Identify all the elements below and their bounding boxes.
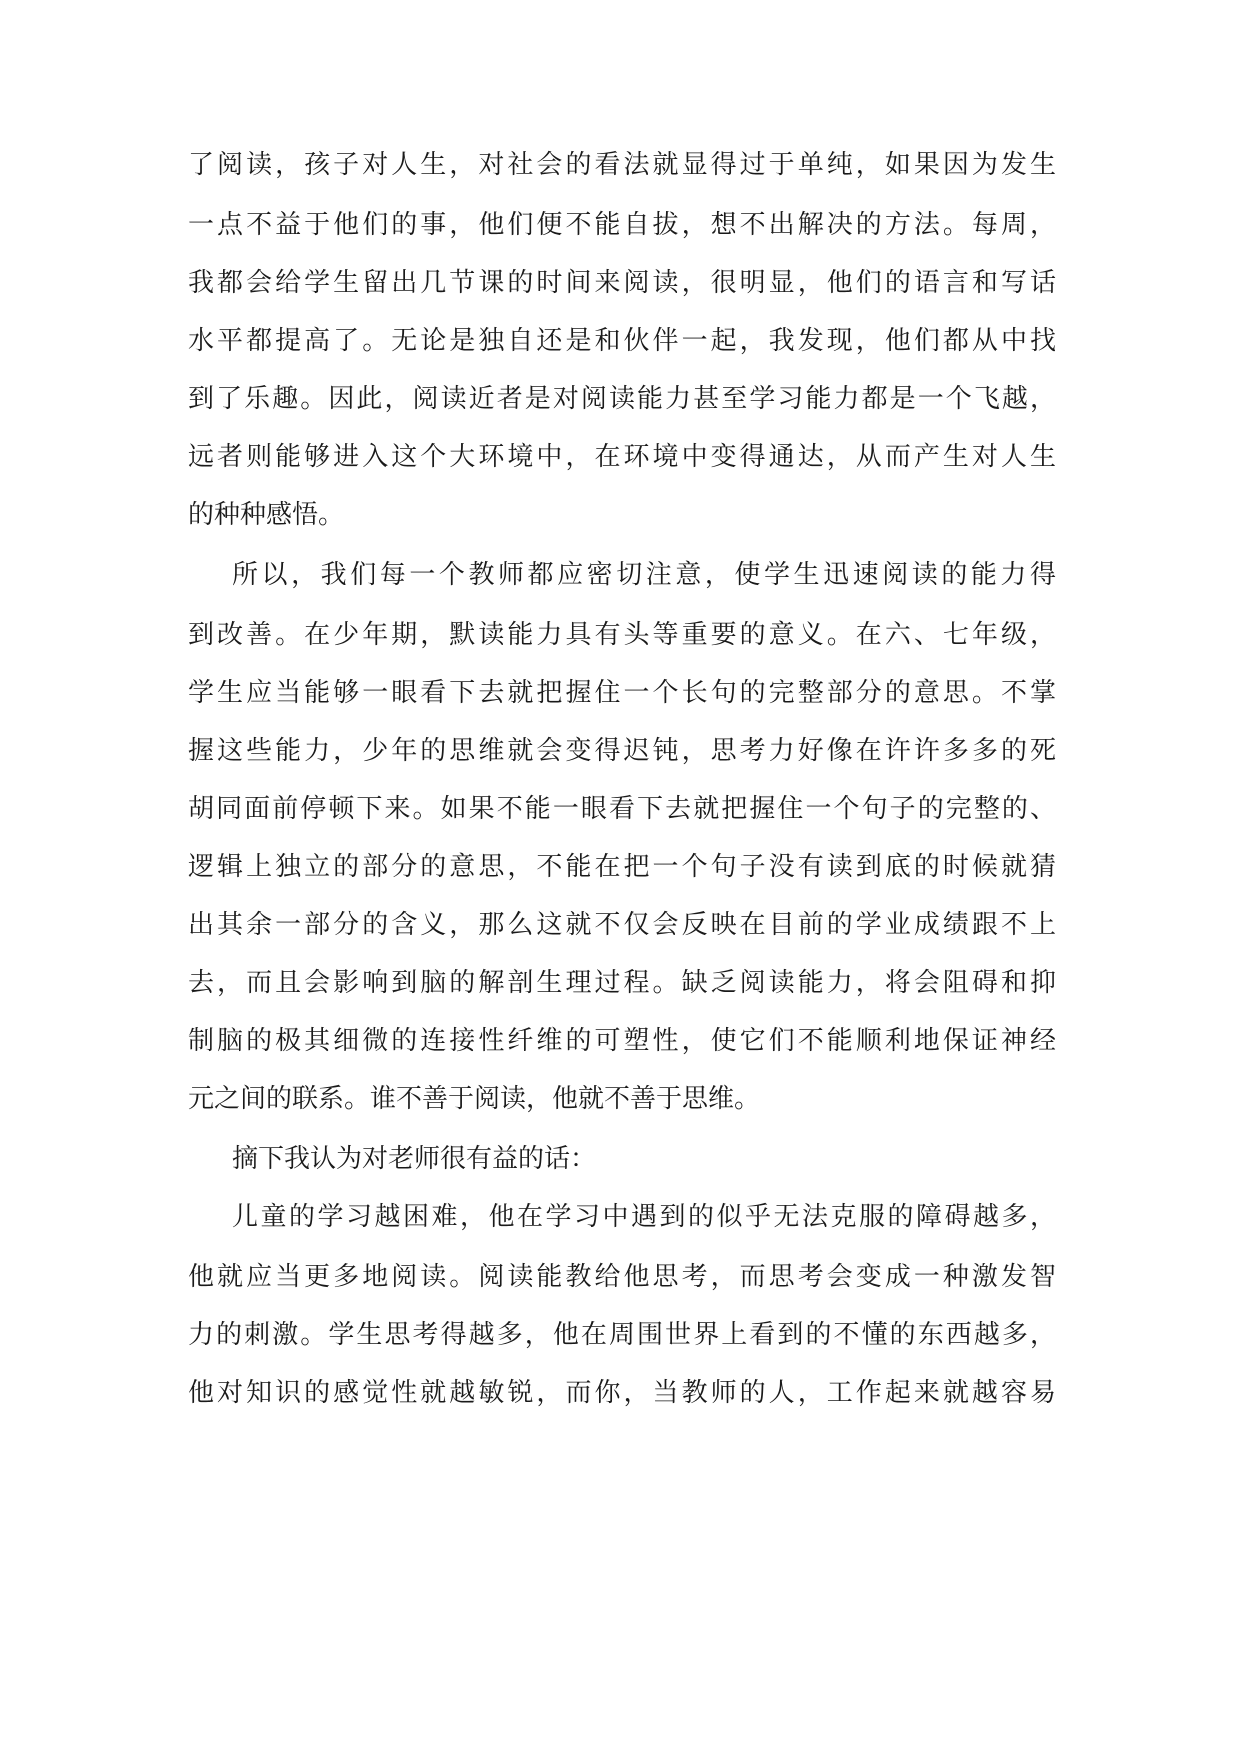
- paragraph-first-line: 摘下我认为对老师很有益的话：: [232, 1144, 597, 1174]
- paragraph-first-line: 所以，我们每一个教师都应密切注意，使学生迅速阅读的能力得: [232, 560, 1056, 590]
- text-line: 远者则能够进入这个大环境中，在环境中变得通达，从而产生对人生: [188, 442, 1056, 472]
- text-line: 他就应当更多地阅读。阅读能教给他思考，而思考会变成一种激发智: [188, 1262, 1056, 1292]
- text-line: 握这些能力，少年的思维就会变得迟钝，思考力好像在许许多多的死: [188, 736, 1056, 766]
- text-line: 逻辑上独立的部分的意思，不能在把一个句子没有读到底的时候就猜: [188, 852, 1056, 882]
- text-line: 了阅读，孩子对人生，对社会的看法就显得过于单纯，如果因为发生: [188, 150, 1056, 180]
- text-line: 我都会给学生留出几节课的时间来阅读，很明显，他们的语言和写话: [188, 268, 1056, 298]
- text-line: 到了乐趣。因此，阅读近者是对阅读能力甚至学习能力都是一个飞越，: [188, 384, 1056, 414]
- paragraph-first-line: 儿童的学习越困难，他在学习中遇到的似乎无法克服的障碍越多，: [232, 1202, 1056, 1232]
- text-line: 学生应当能够一眼看下去就把握住一个长句的完整部分的意思。不掌: [188, 678, 1056, 708]
- text-line: 制脑的极其细微的连接性纤维的可塑性，使它们不能顺利地保证神经: [188, 1026, 1056, 1056]
- text-line: 的种种感悟。: [188, 500, 345, 530]
- text-line: 他对知识的感觉性就越敏锐，而你，当教师的人，工作起来就越容易: [188, 1378, 1056, 1408]
- text-line: 力的刺激。学生思考得越多，他在周围世界上看到的不懂的东西越多，: [188, 1320, 1056, 1350]
- text-line: 胡同面前停顿下来。如果不能一眼看下去就把握住一个句子的完整的、: [188, 794, 1056, 824]
- text-line: 一点不益于他们的事，他们便不能自拔，想不出解决的方法。每周，: [188, 210, 1056, 240]
- text-line: 到改善。在少年期，默读能力具有头等重要的意义。在六、七年级，: [188, 620, 1056, 650]
- text-line: 去，而且会影响到脑的解剖生理过程。缺乏阅读能力，将会阻碍和抑: [188, 968, 1056, 998]
- text-line: 出其余一部分的含义，那么这就不仅会反映在目前的学业成绩跟不上: [188, 910, 1056, 940]
- text-line: 元之间的联系。谁不善于阅读，他就不善于思维。: [188, 1084, 761, 1114]
- text-line: 水平都提高了。无论是独自还是和伙伴一起，我发现，他们都从中找: [188, 326, 1056, 356]
